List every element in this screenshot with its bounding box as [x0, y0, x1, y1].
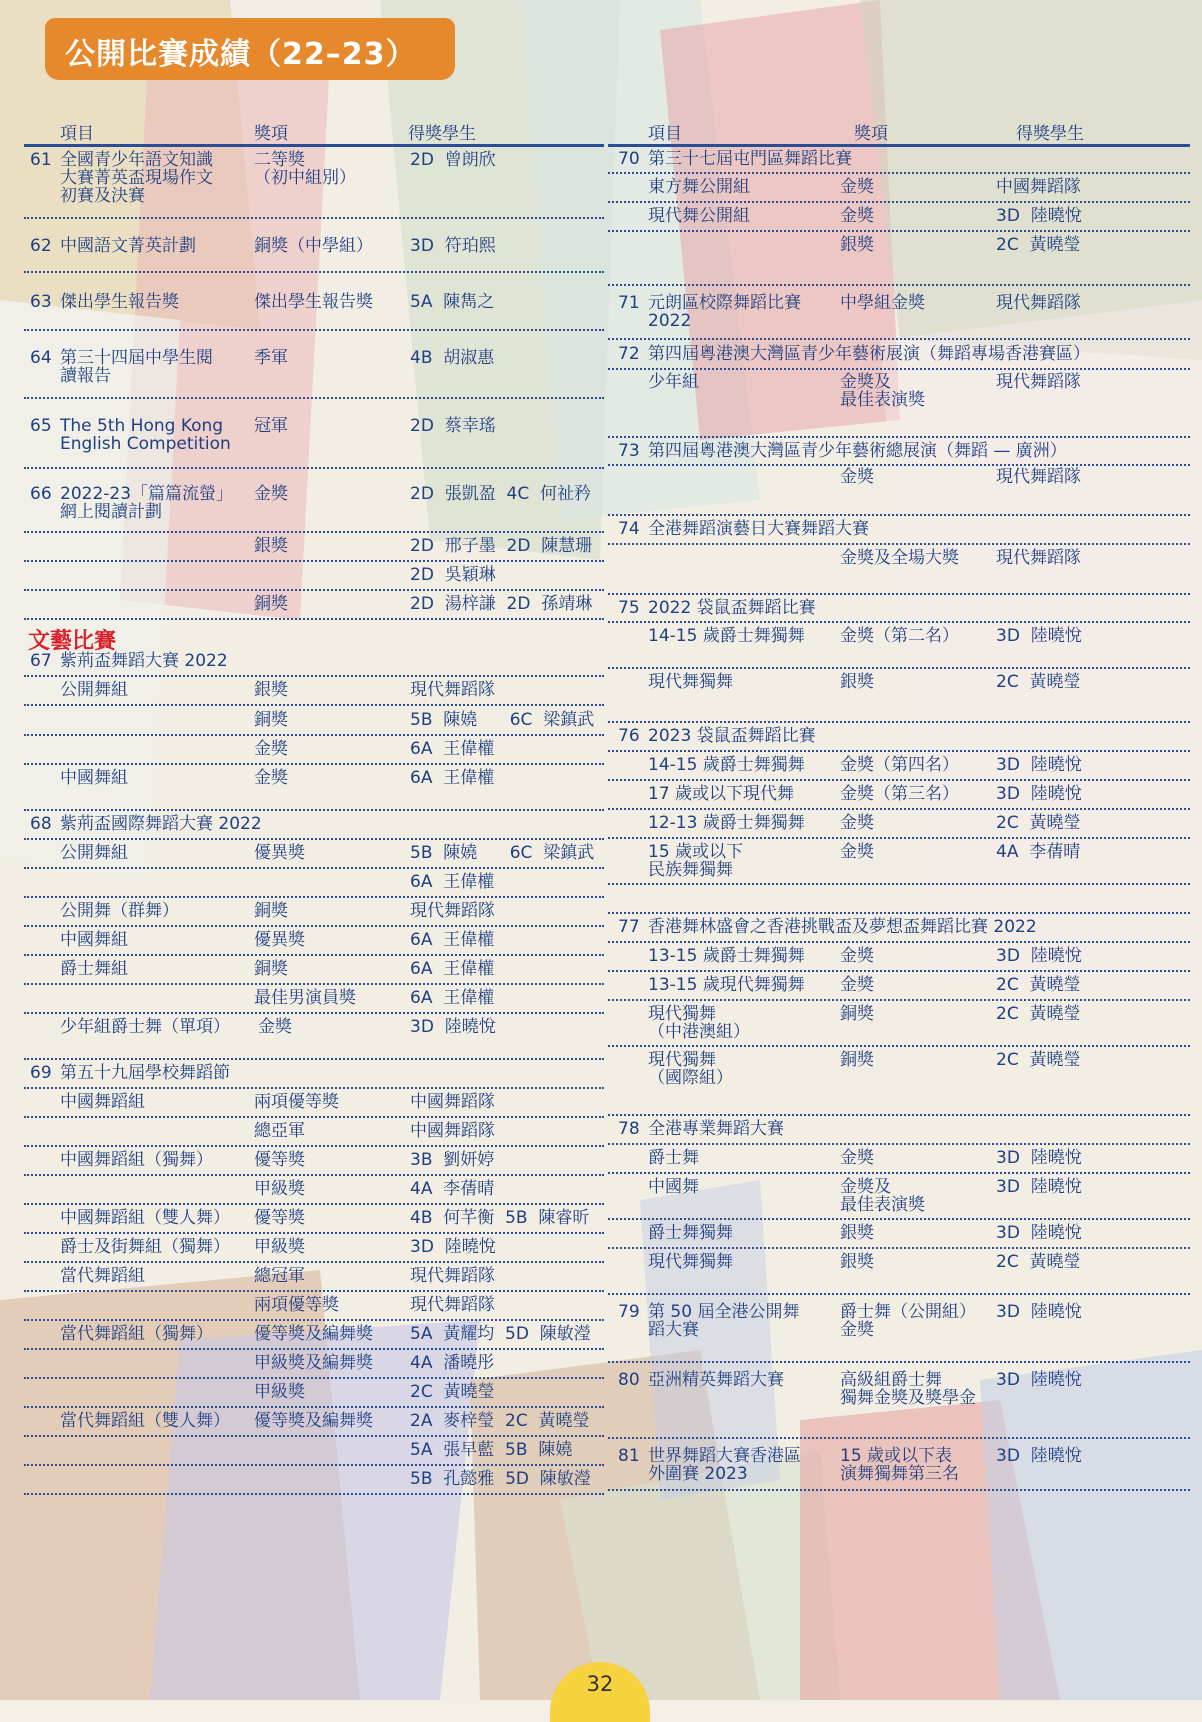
result-row [24, 1205, 604, 1234]
result-row [608, 232, 1190, 286]
award-name: 銀獎 [254, 680, 288, 700]
winner-names: 2C 黃曉瑩 [996, 235, 1081, 255]
award-name: 金獎及 最佳表演獎 [840, 372, 925, 410]
winner-names: 3B 劉妍婷 [410, 1150, 495, 1170]
competition-name: 紫荊盃舞蹈大賽 2022 [60, 651, 228, 671]
result-row [24, 1408, 604, 1437]
result-row [24, 1437, 604, 1466]
winner-names: 3D 陸曉悅 [996, 206, 1082, 226]
award-name: 冠軍 [254, 416, 288, 436]
competition-name: 香港舞林盛會之香港挑戰盃及夢想盃舞蹈比賽 2022 [648, 917, 1037, 937]
result-row [608, 1145, 1190, 1174]
header-item: 項目 [60, 124, 94, 144]
category-name: 13-15 歲爵士舞獨舞 [648, 946, 805, 966]
result-row [608, 438, 1190, 466]
award-name: 總冠軍 [254, 1266, 305, 1286]
winner-names: 6A 王偉權 [410, 959, 495, 979]
winner-names: 現代舞蹈隊 [410, 901, 495, 921]
winner-names: 2C 黃曉瑩 [996, 813, 1081, 833]
winner-names: 2C 黃曉瑩 [996, 1004, 1081, 1024]
award-name: 銀獎 [840, 1252, 874, 1272]
result-row [24, 273, 604, 331]
result-row [24, 469, 604, 533]
winner-names: 3D 符珀熙 [410, 236, 496, 256]
winner-names: 5B 陳嬈 6C 梁鎮武 [410, 843, 595, 863]
winner-names: 5A 陳雋之 [410, 292, 495, 312]
winner-names: 3D 陸曉悅 [996, 755, 1082, 775]
result-row [24, 1176, 604, 1205]
item-number: 65 [30, 416, 52, 436]
result-row [608, 370, 1190, 438]
competition-name: The 5th Hong Kong English Competition [60, 416, 231, 454]
result-row [24, 736, 604, 765]
award-name: 銅獎 [840, 1004, 874, 1024]
result-row [24, 1089, 604, 1118]
award-name: 金獎 [840, 177, 874, 197]
category-name: 當代舞蹈組（雙人舞） [60, 1411, 230, 1431]
result-row [24, 331, 604, 399]
award-name: 金獎 [840, 842, 874, 862]
winner-names: 中國舞蹈隊 [410, 1121, 495, 1141]
award-name: 中學組金獎 [840, 293, 925, 313]
winner-names: 2D 邢子墨 2D 陳慧珊 [410, 536, 593, 556]
winner-names: 3D 陸曉悅 [996, 1446, 1082, 1466]
category-name: 當代舞蹈組 [60, 1266, 145, 1286]
award-name: 兩項優等獎 [254, 1295, 339, 1315]
category-name: 東方舞公開組 [648, 177, 750, 197]
result-row [608, 839, 1190, 885]
item-number: 73 [618, 441, 640, 461]
award-name: 金獎 [840, 975, 874, 995]
winner-names: 2C 黃曉瑩 [410, 1382, 495, 1402]
result-row [608, 623, 1190, 669]
result-row [608, 595, 1190, 623]
result-row [608, 545, 1190, 595]
category-name: 現代舞公開組 [648, 206, 750, 226]
item-number: 67 [30, 651, 52, 671]
category-name: 爵士舞 [648, 1148, 699, 1168]
item-number: 66 [30, 484, 52, 504]
results-list-dance [608, 147, 1190, 1491]
result-row [608, 1001, 1190, 1047]
award-name: 甲級獎 [254, 1382, 305, 1402]
award-name: 金獎 [840, 813, 874, 833]
result-row [24, 677, 604, 706]
competition-name: 2022 袋鼠盃舞蹈比賽 [648, 598, 816, 618]
category-name: 17 歲或以下現代舞 [648, 784, 795, 804]
result-row [24, 1263, 604, 1292]
result-row [608, 203, 1190, 232]
category-name: 14-15 歲爵士舞獨舞 [648, 755, 805, 775]
competition-name: 2023 袋鼠盃舞蹈比賽 [648, 726, 816, 746]
award-name: 銀獎 [840, 235, 874, 255]
competition-name: 全港舞蹈演藝日大賽舞蹈大賽 [648, 519, 869, 539]
header-award: 獎項 [854, 124, 888, 144]
category-name: 現代舞獨舞 [648, 672, 733, 692]
award-name: 甲級獎 [254, 1237, 305, 1257]
item-number: 71 [618, 293, 640, 313]
result-row [608, 943, 1190, 972]
competition-name: 世界舞蹈大賽香港區 外圍賽 2023 [648, 1446, 801, 1484]
item-number: 79 [618, 1302, 640, 1322]
winner-names: 3D 陸曉悅 [996, 1223, 1082, 1243]
left-column-header [24, 116, 604, 147]
result-row [24, 956, 604, 985]
award-name: 金獎 [840, 1148, 874, 1168]
item-number: 77 [618, 917, 640, 937]
competition-name: 第 50 屆全港公開舞 蹈大賽 [648, 1302, 800, 1340]
item-number: 81 [618, 1446, 640, 1466]
result-row [24, 1147, 604, 1176]
award-name: 金獎 [254, 484, 288, 504]
item-number: 61 [30, 150, 52, 170]
result-row [608, 1439, 1190, 1491]
section-heading-text: 文藝比賽 [28, 629, 117, 654]
category-name: 14-15 歲爵士舞獨舞 [648, 626, 805, 646]
result-row [608, 1047, 1190, 1116]
category-name: 中國舞蹈組（獨舞） [60, 1150, 213, 1170]
result-row [24, 898, 604, 927]
competition-name: 第四屆粵港澳大灣區青少年藝術總展演（舞蹈 — 廣洲） [648, 441, 1067, 461]
item-number: 78 [618, 1119, 640, 1139]
category-name: 少年組 [648, 372, 699, 392]
winner-names: 4B 胡淑惠 [410, 348, 495, 368]
category-name: 公開舞組 [60, 843, 128, 863]
winner-names: 2C 黃曉瑩 [996, 1050, 1081, 1070]
result-row [608, 1116, 1190, 1145]
winner-names: 現代舞蹈隊 [410, 1266, 495, 1286]
result-row [24, 1379, 604, 1408]
category-name: 爵士舞組 [60, 959, 128, 979]
winner-names: 現代舞蹈隊 [996, 548, 1081, 568]
winner-names: 6A 王偉權 [410, 872, 495, 892]
award-name: 銀獎 [840, 672, 874, 692]
item-number: 63 [30, 292, 52, 312]
winner-names: 5B 孔懿雅 5D 陳敏瀅 [410, 1469, 591, 1489]
award-name: 優等獎及編舞獎 [254, 1324, 373, 1344]
category-name: 中國舞蹈組（雙人舞） [60, 1208, 230, 1228]
award-name: 銀獎 [840, 1223, 874, 1243]
winner-names: 3D 陸曉悅 [996, 626, 1082, 646]
award-name: 最佳男演員獎 [254, 988, 356, 1008]
result-row [608, 914, 1190, 943]
category-name: 12-13 歲爵士舞獨舞 [648, 813, 805, 833]
winner-names: 3D 陸曉悅 [410, 1237, 496, 1257]
award-name: 金獎（第二名） [840, 626, 959, 646]
award-name: 總亞軍 [254, 1121, 305, 1141]
result-row [24, 1321, 604, 1350]
item-number: 62 [30, 236, 52, 256]
award-name: 二等獎 （初中組別） [254, 150, 356, 188]
category-name: 當代舞蹈組（獨舞） [60, 1324, 213, 1344]
winner-names: 5B 陳嬈 6C 梁鎮武 [410, 710, 595, 730]
award-name: 銅獎 [254, 710, 288, 730]
winner-names: 現代舞蹈隊 [410, 1295, 495, 1315]
result-row [608, 1295, 1190, 1363]
competition-name: 紫荊盃國際舞蹈大賽 2022 [60, 814, 262, 834]
result-row [24, 147, 604, 219]
award-name: 金獎及 最佳表演獎 [840, 1177, 925, 1215]
result-row [24, 840, 604, 869]
winner-names: 3D 陸曉悅 [996, 1148, 1082, 1168]
award-name: 優等獎 [254, 1150, 305, 1170]
item-number: 74 [618, 519, 640, 539]
right-results-column [608, 116, 1190, 1491]
winner-names: 5A 張早藍 5B 陳嬈 [410, 1440, 573, 1460]
award-name: 銅獎 [254, 594, 288, 614]
result-row [24, 985, 604, 1014]
result-row [608, 669, 1190, 723]
competition-name: 第五十九屆學校舞蹈節 [60, 1063, 230, 1083]
award-name: 兩項優等獎 [254, 1092, 339, 1112]
winner-names: 3D 陸曉悅 [996, 1302, 1082, 1322]
item-number: 80 [618, 1370, 640, 1390]
award-name: 金獎（第四名） [840, 755, 959, 775]
category-name: 中國舞 [648, 1177, 699, 1197]
award-name: 金獎 [254, 739, 288, 759]
winner-names: 現代舞蹈隊 [996, 372, 1081, 392]
category-name: 現代獨舞 （中港澳組） [648, 1004, 750, 1042]
item-number: 69 [30, 1063, 52, 1083]
result-row [608, 1249, 1190, 1295]
header-winner: 得獎學生 [408, 124, 476, 144]
competition-name: 亞洲精英舞蹈大賽 [648, 1370, 784, 1390]
award-name: 金獎 [254, 768, 288, 788]
winner-names: 4B 何芊衡 5B 陳睿昕 [410, 1208, 590, 1228]
result-row [608, 516, 1190, 545]
winner-names: 6A 王偉權 [410, 930, 495, 950]
winner-names: 4A 潘曉彤 [410, 1353, 495, 1373]
results-list-arts [24, 648, 604, 1495]
result-row [24, 1350, 604, 1379]
winner-names: 6A 王偉權 [410, 739, 495, 759]
winner-names: 3D 陸曉悅 [410, 1017, 496, 1037]
category-name: 現代獨舞 （國際組） [648, 1050, 733, 1088]
item-number: 76 [618, 726, 640, 746]
award-name: 銅獎 [254, 959, 288, 979]
competition-name: 第三十七屆屯門區舞蹈比賽 [648, 149, 852, 169]
result-row [608, 174, 1190, 203]
award-name: 優等獎及編舞獎 [254, 1411, 373, 1431]
result-row [24, 219, 604, 273]
result-row [24, 1014, 604, 1060]
winner-names: 2D 湯梓謙 2D 孫靖琳 [410, 594, 593, 614]
award-name: 優等獎 [254, 1208, 305, 1228]
winner-names: 現代舞蹈隊 [410, 680, 495, 700]
result-row [608, 286, 1190, 340]
result-row [24, 533, 604, 562]
competition-name: 全港專業舞蹈大賽 [648, 1119, 784, 1139]
winner-names: 2C 黃曉瑩 [996, 975, 1081, 995]
result-row [608, 810, 1190, 839]
result-row [24, 1466, 604, 1495]
result-row [24, 1060, 604, 1089]
award-name: 銅獎 [840, 1050, 874, 1070]
award-name: 金獎 [258, 1017, 292, 1037]
result-row [24, 706, 604, 736]
winner-names: 2D 張凱盈 4C 何祉矜 [410, 484, 592, 504]
award-name: 銅獎 [254, 901, 288, 921]
winner-names: 5A 黃耀均 5D 陳敏瀅 [410, 1324, 591, 1344]
award-name: 爵士舞（公開組） 金獎 [840, 1302, 976, 1340]
winner-names: 2D 吳穎琳 [410, 565, 496, 585]
award-name: 優異獎 [254, 843, 305, 863]
category-name: 15 歲或以下 民族舞獨舞 [648, 842, 744, 880]
winner-names: 現代舞蹈隊 [996, 293, 1081, 313]
winner-names: 現代舞蹈隊 [996, 467, 1081, 487]
award-name: 優異獎 [254, 930, 305, 950]
category-name: 公開舞（群舞） [60, 901, 179, 921]
section-heading-arts [24, 620, 604, 654]
result-row [608, 1174, 1190, 1220]
page-title: 公開比賽成績（22–23） [65, 37, 417, 72]
award-name: 銅獎（中學組） [254, 236, 373, 256]
item-number: 64 [30, 348, 52, 368]
winner-names: 2D 曾朗欣 [410, 150, 496, 170]
winner-names: 3D 陸曉悅 [996, 1370, 1082, 1390]
winner-names: 中國舞蹈隊 [410, 1092, 495, 1112]
category-name: 爵士及街舞組（獨舞） [60, 1237, 230, 1257]
right-column-header [608, 116, 1190, 147]
winner-names: 3D 陸曉悅 [996, 1177, 1082, 1197]
competition-name: 第四屆粵港澳大灣區青少年藝術展演（舞蹈專場香港賽區） [648, 344, 1090, 364]
result-row [608, 1220, 1190, 1249]
category-name: 公開舞組 [60, 680, 128, 700]
result-row [24, 1234, 604, 1263]
result-row [608, 466, 1190, 516]
result-row [24, 811, 604, 840]
award-name: 金獎（第三名） [840, 784, 959, 804]
result-row [24, 1292, 604, 1321]
winner-names: 3D 陸曉悅 [996, 946, 1082, 966]
header-winner: 得獎學生 [1016, 124, 1084, 144]
result-row [608, 723, 1190, 752]
award-name: 金獎及全場大獎 [840, 548, 959, 568]
result-row [608, 147, 1190, 174]
winner-names: 2A 麥梓瑩 2C 黃曉瑩 [410, 1411, 590, 1431]
category-name: 中國舞組 [60, 930, 128, 950]
result-row [24, 765, 604, 811]
award-name: 甲級獎 [254, 1179, 305, 1199]
result-row [24, 399, 604, 469]
category-name: 中國舞蹈組 [60, 1092, 145, 1112]
item-number: 72 [618, 344, 640, 364]
award-name: 金獎 [840, 467, 874, 487]
result-row [24, 1118, 604, 1147]
result-row [24, 591, 604, 620]
winner-names: 4A 李蒨晴 [410, 1179, 495, 1199]
award-name: 甲級獎及編舞獎 [254, 1353, 373, 1373]
competition-name: 傑出學生報告獎 [60, 292, 179, 312]
category-name: 爵士舞獨舞 [648, 1223, 733, 1243]
award-name: 15 歲或以下表 演舞獨舞第三名 [840, 1446, 959, 1484]
header-award: 獎項 [254, 124, 288, 144]
result-row [24, 562, 604, 591]
header-item: 項目 [648, 124, 682, 144]
item-number: 75 [618, 598, 640, 618]
left-results-column [24, 116, 604, 1495]
result-row [608, 1363, 1190, 1439]
item-number: 68 [30, 814, 52, 834]
winner-names: 2C 黃曉瑩 [996, 672, 1081, 692]
result-row [24, 927, 604, 956]
result-row [608, 972, 1190, 1001]
category-name: 現代舞獨舞 [648, 1252, 733, 1272]
award-name: 銀獎 [254, 536, 288, 556]
category-name: 13-15 歲現代舞獨舞 [648, 975, 805, 995]
competition-name: 全國青少年語文知識 大賽菁英盃現場作文 初賽及決賽 [60, 150, 213, 206]
winner-names: 2D 蔡幸瑤 [410, 416, 496, 436]
result-row [608, 781, 1190, 810]
award-name: 金獎 [840, 206, 874, 226]
award-name: 季軍 [254, 348, 288, 368]
winner-names: 6A 王偉權 [410, 768, 495, 788]
competition-name: 中國語文菁英計劃 [60, 236, 196, 256]
award-name: 高級組爵士舞 獨舞金獎及獎學金 [840, 1370, 976, 1408]
result-row [608, 752, 1190, 781]
result-row [24, 869, 604, 898]
winner-names: 3D 陸曉悅 [996, 784, 1082, 804]
category-name: 中國舞組 [60, 768, 128, 788]
item-number: 70 [618, 149, 640, 169]
page-number: 32 [586, 1672, 614, 1696]
blank-row [608, 885, 1190, 914]
competition-name: 2022-23「篇篇流螢」 網上閱讀計劃 [60, 484, 234, 522]
result-row [608, 340, 1190, 370]
result-row [24, 648, 604, 677]
winner-names: 2C 黃曉瑩 [996, 1252, 1081, 1272]
results-list-academic [24, 147, 604, 620]
winner-names: 6A 王偉權 [410, 988, 495, 1008]
page-title-tab [45, 18, 455, 80]
competition-name: 第三十四屆中學生閱 讀報告 [60, 348, 213, 386]
award-name: 傑出學生報告獎 [254, 292, 373, 312]
winner-names: 4A 李蒨晴 [996, 842, 1081, 862]
category-name: 少年組爵士舞（單項） [60, 1017, 230, 1037]
award-name: 金獎 [840, 946, 874, 966]
competition-name: 元朗區校際舞蹈比賽 2022 [648, 293, 801, 331]
winner-names: 中國舞蹈隊 [996, 177, 1081, 197]
